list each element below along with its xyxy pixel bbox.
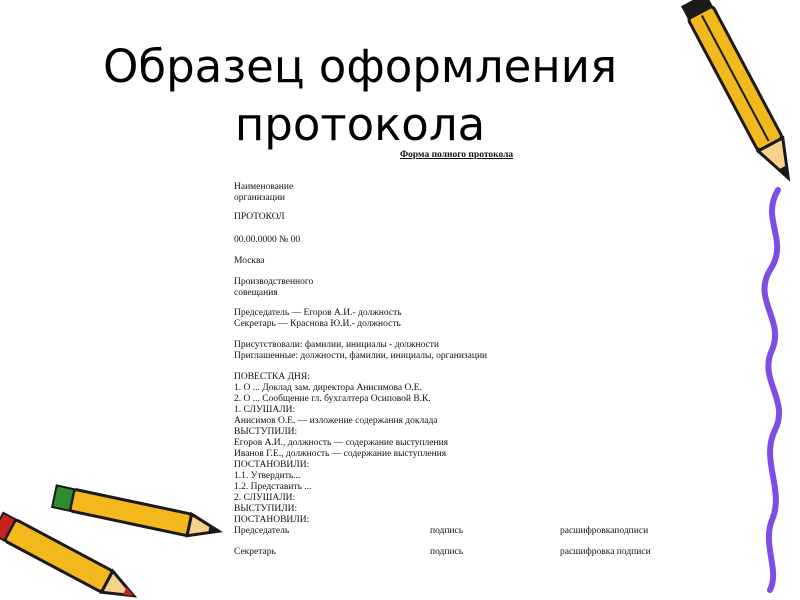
slide-title-line-2: протокола — [234, 98, 486, 151]
doc-line: Егоров А.И., должность — содержание выступления — [234, 438, 449, 448]
doc-line: Секретарь — Краснова Ю.И.- должность — [234, 319, 401, 329]
signature-decode: расшифровка подписи — [560, 547, 651, 557]
doc-line: Наименование — [234, 182, 294, 192]
doc-line: 1. О ... Доклад зам. директора Анисимова О.Е. — [234, 383, 422, 393]
doc-line: 1.1. Утвердить... — [234, 471, 301, 481]
doc-line: Иванов Г.Е., должность — содержание выступления — [234, 449, 447, 459]
doc-line: ВЫСТУПИЛИ: — [234, 504, 298, 514]
doc-line: Присутствовали: фамилии, инициалы - должности — [234, 340, 440, 350]
doc-line: ВЫСТУПИЛИ: — [234, 427, 298, 437]
signature-role: Секретарь — [234, 547, 276, 557]
doc-line: Производственного — [234, 277, 314, 287]
doc-line: Москва — [234, 256, 265, 266]
doc-line: 1.2. Представить ... — [234, 482, 312, 492]
doc-line: ПРОТОКОЛ — [234, 212, 285, 222]
doc-line: Анисимов О.Е. — изложение содержания доклада — [234, 416, 438, 426]
signature-sign: подпись — [430, 547, 464, 557]
doc-line: ПОСТАНОВИЛИ: — [234, 460, 310, 470]
slide-title-line-1: Образец оформления — [102, 40, 618, 93]
document-heading: Форма полного протокола — [400, 150, 514, 160]
doc-line: Приглашенные: должности, фамилии, инициалы, организации — [234, 351, 488, 361]
pencil-icon — [52, 485, 221, 541]
doc-line: 2. О ... Сообщение гл. бухгалтера Осиповой В.К. — [234, 394, 431, 404]
squiggle-line — [764, 190, 779, 590]
doc-line: 2. СЛУШАЛИ: — [234, 493, 296, 503]
doc-line: ПОВЕСТКА ДНЯ: — [234, 372, 310, 382]
signature-decode: расшифровкаподписи — [560, 526, 649, 536]
doc-line: совещания — [234, 288, 278, 298]
doc-line: ПОСТАНОВИЛИ: — [234, 515, 310, 525]
doc-line: организации — [234, 193, 286, 203]
pencil-icon — [0, 513, 139, 600]
signature-role: Председатель — [234, 526, 290, 536]
doc-line: Председатель — Егоров А.И.- должность — [234, 308, 402, 318]
pencil-icon — [681, 0, 800, 185]
doc-line: 1. СЛУШАЛИ: — [234, 405, 296, 415]
signature-sign: подпись — [430, 526, 464, 536]
doc-line: 00.00.0000 № 00 — [234, 235, 301, 245]
